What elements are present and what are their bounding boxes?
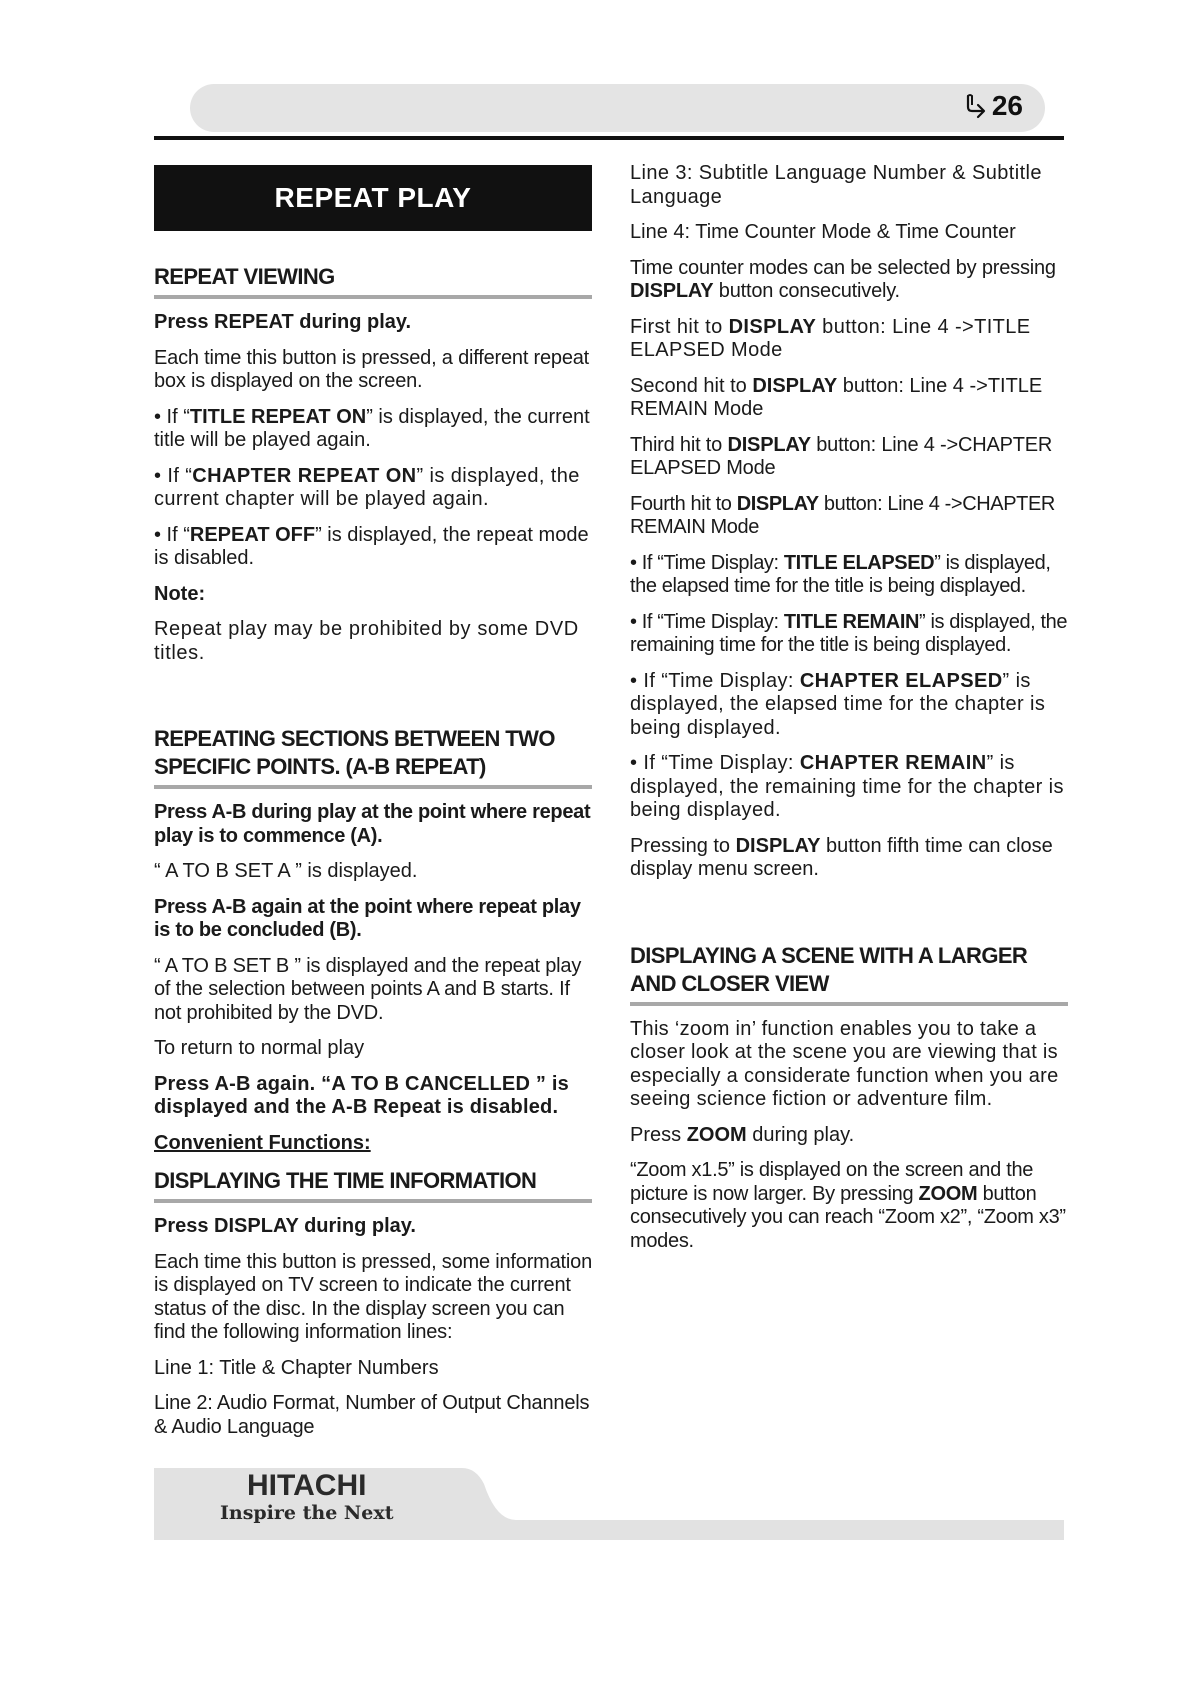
instruction: Press DISPLAY during play. [154, 1215, 416, 1237]
paragraph: Line 2: Audio Format, Number of Output Channels & Audio Language [154, 1392, 590, 1438]
brand-tagline: Inspire the Next [220, 1502, 394, 1524]
paragraph: “ A TO B SET A ” is displayed. [154, 860, 418, 882]
time-counter-text: Time counter modes can be selected by pressing DISPLAY button consecutively. [630, 256, 1056, 302]
section-heading-ab-repeat: REPEATING SECTIONS BETWEEN TWO SPECIFIC POINTS. (A-B REPEAT) [154, 725, 592, 789]
section-heading-time-info: DISPLAYING THE TIME INFORMATION [154, 1167, 592, 1203]
bullet-repeat-off: • If “REPEAT OFF” is displayed, the repeat mode is disabled. [154, 523, 589, 569]
bullet-chapter-remain: • If “Time Display: CHAPTER REMAIN” is displayed, the remaining time for the chapter is being displayed. [630, 752, 1064, 821]
display-hit-4: Fourth hit to DISPLAY button: Line 4 ->CHAPTER REMAIN Mode [630, 492, 1055, 538]
header-rule [154, 136, 1064, 140]
bullet-title-repeat: • If “TITLE REPEAT ON” is displayed, the current title will be played again. [154, 405, 590, 451]
note-text: Repeat play may be prohibited by some DVD titles. [154, 618, 579, 664]
display-hit-3: Third hit to DISPLAY button: Line 4 ->CHAPTER ELAPSED Mode [630, 433, 1053, 479]
bullet-title-remain: • If “Time Display: TITLE REMAIN” is displayed, the remaining time for the title is being displayed. [630, 610, 1068, 656]
paragraph: Each time this button is pressed, a different repeat box is displayed on the screen. [154, 346, 590, 392]
zoom-instruction: Press ZOOM during play. [630, 1123, 855, 1146]
left-column [154, 165, 592, 1451]
zoom-description: “Zoom x1.5” is displayed on the screen and the picture is now larger. By pressing ZOOM button consecutively you can reach “Zoom x2”, “Zoom x3” modes. [630, 1159, 1066, 1252]
subheading-convenient-functions: Convenient Functions: [154, 1131, 371, 1154]
page-title: REPEAT PLAY [154, 165, 592, 231]
paragraph: Each time this button is pressed, some information is displayed on TV screen to indicate the current status of the disc. In the display screen you can find the following information lines: [154, 1250, 592, 1343]
paragraph: This ‘zoom in’ function enables you to take a closer look at the scene you are viewing that is especially a considerate function when you are seeing science fiction or adventure film. [630, 1017, 1059, 1110]
display-hit-1: First hit to DISPLAY button: Line 4 ->TITLE ELAPSED Mode [630, 315, 1031, 361]
paragraph: To return to normal play [154, 1037, 365, 1059]
spacer [630, 894, 1068, 942]
display-hit-2: Second hit to DISPLAY button: Line 4 ->TITLE REMAIN Mode [630, 374, 1043, 420]
paragraph: “ A TO B SET B ” is displayed and the repeat play of the selection between points A and B starts. If not prohibited by the DVD. [154, 954, 582, 1024]
bullet-title-elapsed: • If “Time Display: TITLE ELAPSED” is displayed, the elapsed time for the title is being displayed. [630, 551, 1051, 597]
section-heading-repeat-viewing: REPEAT VIEWING [154, 263, 592, 299]
hand-pointer-icon [964, 93, 990, 119]
paragraph: Line 1: Title & Chapter Numbers [154, 1356, 439, 1379]
line3-text: Line 3: Subtitle Language Number & Subtitle Language [630, 162, 1042, 208]
line4-text: Line 4: Time Counter Mode & Time Counter [630, 221, 1016, 243]
instruction: Press A-B again. “A TO B CANCELLED ” is displayed and the A-B Repeat is disabled. [154, 1072, 569, 1118]
spacer [154, 677, 592, 725]
brand-name: HITACHI [247, 1469, 367, 1502]
instruction: Press A-B again at the point where repeat play is to be concluded (B). [154, 895, 581, 941]
bullet-chapter-repeat: • If “CHAPTER REPEAT ON” is displayed, the current chapter will be played again. [154, 464, 580, 510]
page-number [964, 90, 1023, 122]
section-heading-zoom: DISPLAYING A SCENE WITH A LARGER AND CLOSER VIEW [630, 942, 1068, 1006]
brand-logo [220, 1470, 393, 1524]
instruction: Press REPEAT during play. [154, 311, 412, 333]
bullet-chapter-elapsed: • If “Time Display: CHAPTER ELAPSED” is displayed, the elapsed time for the chapter is being displayed. [630, 669, 1046, 739]
close-display-text: Pressing to DISPLAY button fifth time can close display menu screen. [630, 834, 1053, 880]
instruction: Press A-B during play at the point where repeat play is to commence (A). [154, 801, 591, 847]
right-column [630, 162, 1068, 1265]
header-bar [190, 84, 1045, 132]
page-number-text: 26 [991, 90, 1023, 121]
note-label: Note: [154, 582, 206, 605]
